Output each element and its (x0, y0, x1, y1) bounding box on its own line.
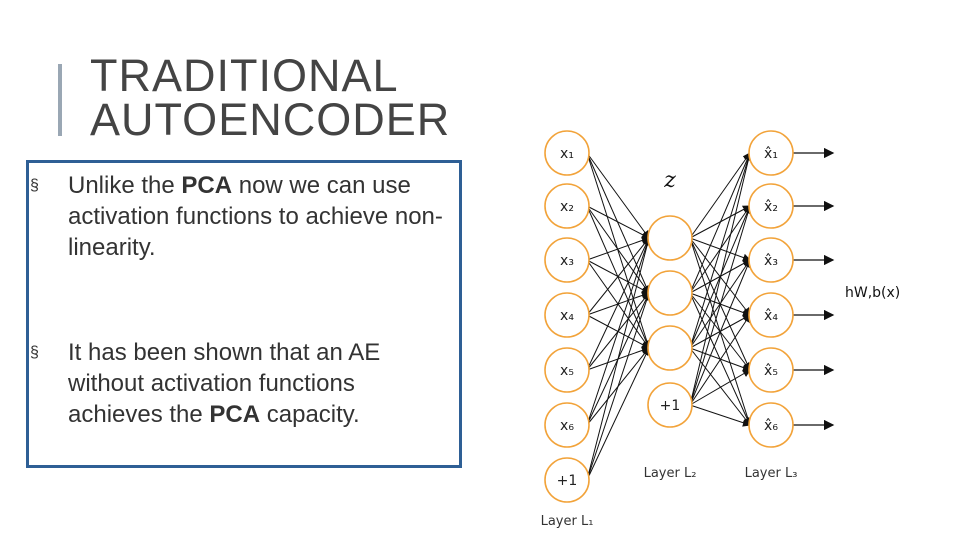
bullet-mark-icon: § (30, 177, 39, 194)
layer-label: Layer L₂ (643, 466, 697, 481)
bullet-text-post: capacity. (260, 401, 360, 428)
bullet-text-bold: PCA (181, 172, 233, 199)
title-line-2: AUTOENCODER (90, 94, 451, 145)
hidden-node (648, 216, 692, 260)
hidden-node (648, 271, 692, 315)
input-node-label: x₅ (560, 363, 574, 379)
input-node-label: x₁ (560, 146, 574, 162)
code-label: z (664, 168, 676, 193)
connection-line (690, 153, 750, 238)
connection-line (587, 293, 649, 480)
input-node-label: x₄ (560, 308, 574, 324)
connection-line (690, 153, 750, 348)
bullet-text-pre: It has been shown that an AE without activation functions achieves the (68, 339, 381, 428)
layer-label: Layer L₁ (540, 514, 594, 529)
input-node-label: x₃ (560, 253, 574, 269)
title-line-1: TRADITIONAL (90, 50, 399, 101)
output-node-label: x̂₁ (764, 146, 778, 162)
bullet-mark-icon: § (30, 344, 39, 361)
connection-line (587, 153, 649, 238)
connection-lines (587, 153, 833, 480)
output-node-label: x̂₅ (764, 363, 778, 379)
output-node-label: x̂₆ (764, 418, 778, 434)
bias-node-input-label: +1 (556, 473, 578, 489)
bias-label-hidden: +1 (659, 398, 681, 414)
output-node-label: x̂₃ (764, 253, 778, 269)
output-node-label: x̂₂ (764, 199, 778, 215)
hidden-node (648, 326, 692, 370)
title-accent-bar (58, 64, 62, 136)
connection-line (690, 260, 750, 405)
bullet-text-post: now we can use activation functions to achieve non-linearity. (68, 172, 443, 261)
slide-title (90, 50, 451, 145)
connection-line (587, 153, 649, 348)
connection-line (690, 153, 750, 293)
connection-line (587, 238, 649, 425)
bullet-text (68, 337, 448, 430)
autoencoder-diagram (520, 120, 920, 540)
bullet-text (68, 170, 448, 263)
connection-line (587, 153, 649, 293)
connection-line (587, 206, 649, 238)
input-node-label: x₂ (560, 199, 574, 215)
input-node-label: x₆ (560, 418, 574, 434)
output-node-label: x̂₄ (764, 308, 778, 324)
bullet-text-bold: PCA (209, 401, 261, 428)
bullet-text-pre: Unlike the (68, 172, 182, 199)
layer-label: Layer L₃ (744, 466, 798, 481)
connection-line (690, 405, 750, 425)
output-function-label: hW,b(x) (845, 285, 901, 301)
